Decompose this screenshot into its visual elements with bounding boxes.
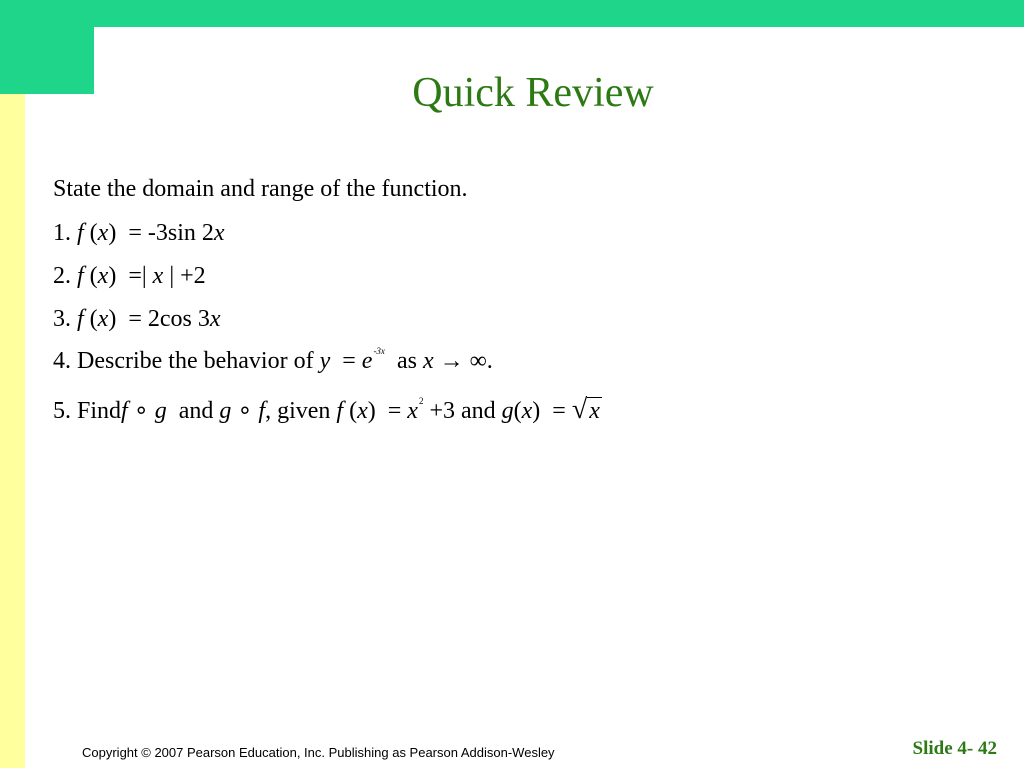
item-5-equals-2: = [552,398,566,424]
top-accent-bar [0,0,1024,27]
item-5-plus3: +3 [429,398,455,424]
item-1-f: f [77,220,84,246]
item-4-exponent: -3x [373,346,385,356]
item-5-f1: f [121,398,128,424]
item-2-equals: =| [128,263,147,289]
item-4-e: e [361,348,373,374]
item-5-arg-open: ( [349,398,358,424]
item-1-equals: = [128,220,142,246]
item-2-x: x [97,263,109,289]
intro-text: State the domain and range of the function. [53,176,468,202]
item-1-rhs: -3sin 2 [147,220,214,246]
sqrt-radicand: x [589,398,600,424]
item-5-arg-close-2: ) [532,398,541,424]
item-5-g1: g [154,398,167,424]
item-3-lparen: ( [89,306,98,332]
item-2-number: 2. [53,263,71,289]
item-1 [53,218,225,248]
item-4-infinity: ∞. [469,348,493,374]
item-5-equals-1: = [387,398,402,424]
item-2-lparen: ( [89,263,98,289]
item-4-x: x [422,348,434,374]
item-3-f: f [77,306,84,332]
item-4-as: as [396,348,417,374]
item-5-x2: x [407,398,418,424]
item-5 [53,395,602,430]
item-3-number: 3. [53,306,71,332]
item-2-rhs: | +2 [169,263,206,289]
item-3-x: x [97,306,109,332]
item-1-rhs-var: x [213,220,225,246]
item-1-lparen: ( [89,220,98,246]
item-5-x1: x [357,398,368,424]
item-3 [53,304,221,334]
item-4-equals: = [342,348,356,374]
item-4-arrow: → [439,348,464,374]
item-2-f: f [77,263,84,289]
item-2-abs-var: x [152,263,164,289]
radical-icon: √ [571,394,588,425]
copyright-text: Copyright © 2007 Pearson Education, Inc. Publishing as Pearson Addison-Wesley [82,745,555,760]
item-4-y: y [319,348,331,374]
item-1-rparen: ) [108,220,117,246]
item-5-g3: g [501,398,514,424]
item-1-number: 1. [53,220,71,246]
left-accent-strip [0,94,25,768]
slide-number: Slide 4- 42 [912,738,997,759]
item-5-and2: and [460,398,496,424]
item-4 [53,346,493,380]
item-5-circ2: ∘ [237,398,253,424]
item-2 [53,261,206,291]
square-root [572,395,602,426]
item-5-f2: f [258,398,266,424]
item-5-exponent: 2 [418,396,424,406]
item-5-given: , given [265,398,331,424]
item-3-rhs: 2cos 3 [147,306,210,332]
item-5-g2: g [219,398,232,424]
item-3-rparen: ) [108,306,117,332]
item-3-equals: = [128,306,142,332]
item-5-arg-open-2: ( [513,398,522,424]
item-5-and1: and [178,398,214,424]
item-5-circ1: ∘ [133,398,149,424]
item-5-x3: x [521,398,533,424]
item-1-x: x [97,220,109,246]
item-3-rhs-var: x [209,306,221,332]
item-4-text: 4. Describe the behavior of [53,348,314,374]
item-2-rparen: ) [108,263,117,289]
item-5-text: 5. Find [53,398,122,424]
item-5-f3: f [336,398,344,424]
item-5-arg-close: ) [367,398,376,424]
slide-title: Quick Review [412,70,654,116]
